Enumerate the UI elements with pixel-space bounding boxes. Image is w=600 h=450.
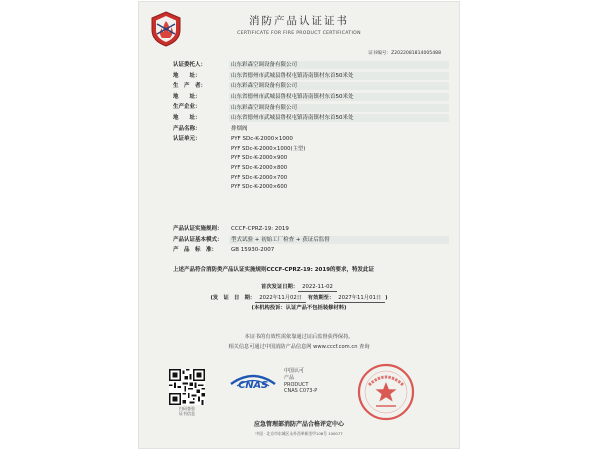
rule-value: CCCF-CPRZ-19: 2019 <box>231 226 289 233</box>
first-issue-label: 首次发证日期： <box>261 284 299 290</box>
expiry-label: 有效期至： <box>307 294 335 301</box>
field-label: 地 址： <box>173 114 201 121</box>
field-value: PYF SDc-K-2000×1000 <box>231 136 293 143</box>
field-row-factory <box>173 102 449 113</box>
cnas-line: CNAS C073-P <box>284 388 318 395</box>
rule-row-standard <box>173 245 449 256</box>
field-row-factory-address <box>173 113 449 124</box>
rule-value: 型式试验 + 初始工厂检查 + 获证后监督 <box>229 236 449 244</box>
field-value: 山东彩森空调设备有限公司 <box>229 61 449 69</box>
model-value: PYF SDc-K-2000×700 <box>231 174 288 181</box>
model-value: PYF SDc-K-2000×600 <box>231 184 288 191</box>
field-row-client <box>173 60 449 71</box>
issuing-authority: 应急管理部消防产品合格评定中心 <box>253 421 344 428</box>
rule-row-implementation <box>173 224 449 235</box>
field-value: 山东彩森空调设备有限公司 <box>229 82 449 90</box>
field-value: 山东省德州市武城县鲁权屯镇涛南镇村东首50米处 <box>229 72 449 80</box>
issuer-address: 中国 · 北京市东城区永外西革新里甲108号 100077 <box>255 431 343 436</box>
issue-date-close: ) <box>385 294 388 301</box>
rule-value: GB 15930-2007 <box>231 247 275 254</box>
field-row-producer <box>173 81 449 92</box>
certificate-number-value: Z2022081814005488 <box>391 51 441 56</box>
certificate-fields <box>173 60 449 193</box>
field-value: 山东省德州市武城县鲁权屯镇涛南镇村东首50米处 <box>229 93 449 101</box>
qr-caption-text: 扫码查验 证书信息 <box>179 406 195 416</box>
certificate-number-label: 证书编号： <box>368 51 392 56</box>
certificate-subtitle: CERTIFICATE FOR FIRE PRODUCT CERTIFICATION <box>237 31 361 36</box>
field-value: 山东彩森空调设备有限公司 <box>229 104 449 112</box>
rule-label: 产品认证实施规则： <box>173 226 223 232</box>
field-row-product-name <box>173 124 449 135</box>
field-row-unit <box>173 134 449 145</box>
field-value: 山东省德州市武城县鲁权屯镇涛南镇村东首50米处 <box>229 114 449 122</box>
issue-date-label: (发 证 日 期： <box>210 294 256 301</box>
certificate-number <box>368 50 441 56</box>
field-label: 地 址： <box>173 72 201 79</box>
field-label: 认证单元： <box>173 136 201 143</box>
field-label: 产品名称： <box>173 125 201 132</box>
validity-note: 本证书的有效性需依靠通过证后监督获得保持。 <box>244 334 354 340</box>
model-row <box>173 154 449 164</box>
field-row-producer-address <box>173 92 449 103</box>
field-label: 认证委托人： <box>173 62 207 68</box>
model-value: PYF SDc-K-2000×1000(主型) <box>231 145 306 152</box>
certificate-title: 消防产品认证证书 <box>249 15 349 27</box>
conformity-statement: 上述产品符合消防类产品认证实施规则CCCF-CPRZ-19: 2019的要求，特发此证 <box>173 267 375 273</box>
validity-notes <box>139 332 459 352</box>
cnas-line: 中国认可 <box>284 368 305 374</box>
inquiry-note: 相关信息可通过中国消防产品信息网 www.cccf.com.cn 查询 <box>228 344 370 350</box>
cnas-info <box>284 368 317 395</box>
expiry-date: 2027年11月01日 <box>334 295 385 303</box>
issue-date: 2022年11月02日 <box>255 295 306 303</box>
rule-row-mode <box>173 235 449 246</box>
qr-code-icon <box>169 369 205 405</box>
certification-rules <box>173 224 449 256</box>
field-row-client-address <box>173 71 449 82</box>
field-label: 地 址： <box>173 93 201 100</box>
cnas-line: PRODUCT <box>284 381 309 388</box>
certificate <box>139 2 459 448</box>
field-label: 生 产 者： <box>173 83 207 90</box>
rule-label: 产品认证基本模式： <box>173 236 223 243</box>
field-value: 排烟阀 <box>231 125 248 132</box>
machine-note: (本机构投诉：认证产品不包括装修材料) <box>251 305 347 311</box>
qr-caption <box>165 406 209 416</box>
first-issue-date: 2022-11-02 <box>298 284 337 292</box>
issue-validity-line <box>139 293 459 304</box>
model-value: PYF SDc-K-2000×900 <box>231 155 288 162</box>
first-issue-line <box>139 282 459 293</box>
field-label: 生产企业： <box>173 104 201 111</box>
model-row <box>173 145 449 155</box>
cnas-mark: CNAS <box>238 380 268 391</box>
date-block <box>139 282 459 314</box>
rule-label: 产 品 标 准： <box>173 247 218 254</box>
model-row <box>173 183 449 193</box>
model-value: PYF SDc-K-2000×800 <box>231 164 288 171</box>
model-row <box>173 174 449 184</box>
model-row <box>173 164 449 174</box>
cnas-line: 产品 <box>284 374 295 381</box>
official-seal-icon <box>357 363 415 421</box>
